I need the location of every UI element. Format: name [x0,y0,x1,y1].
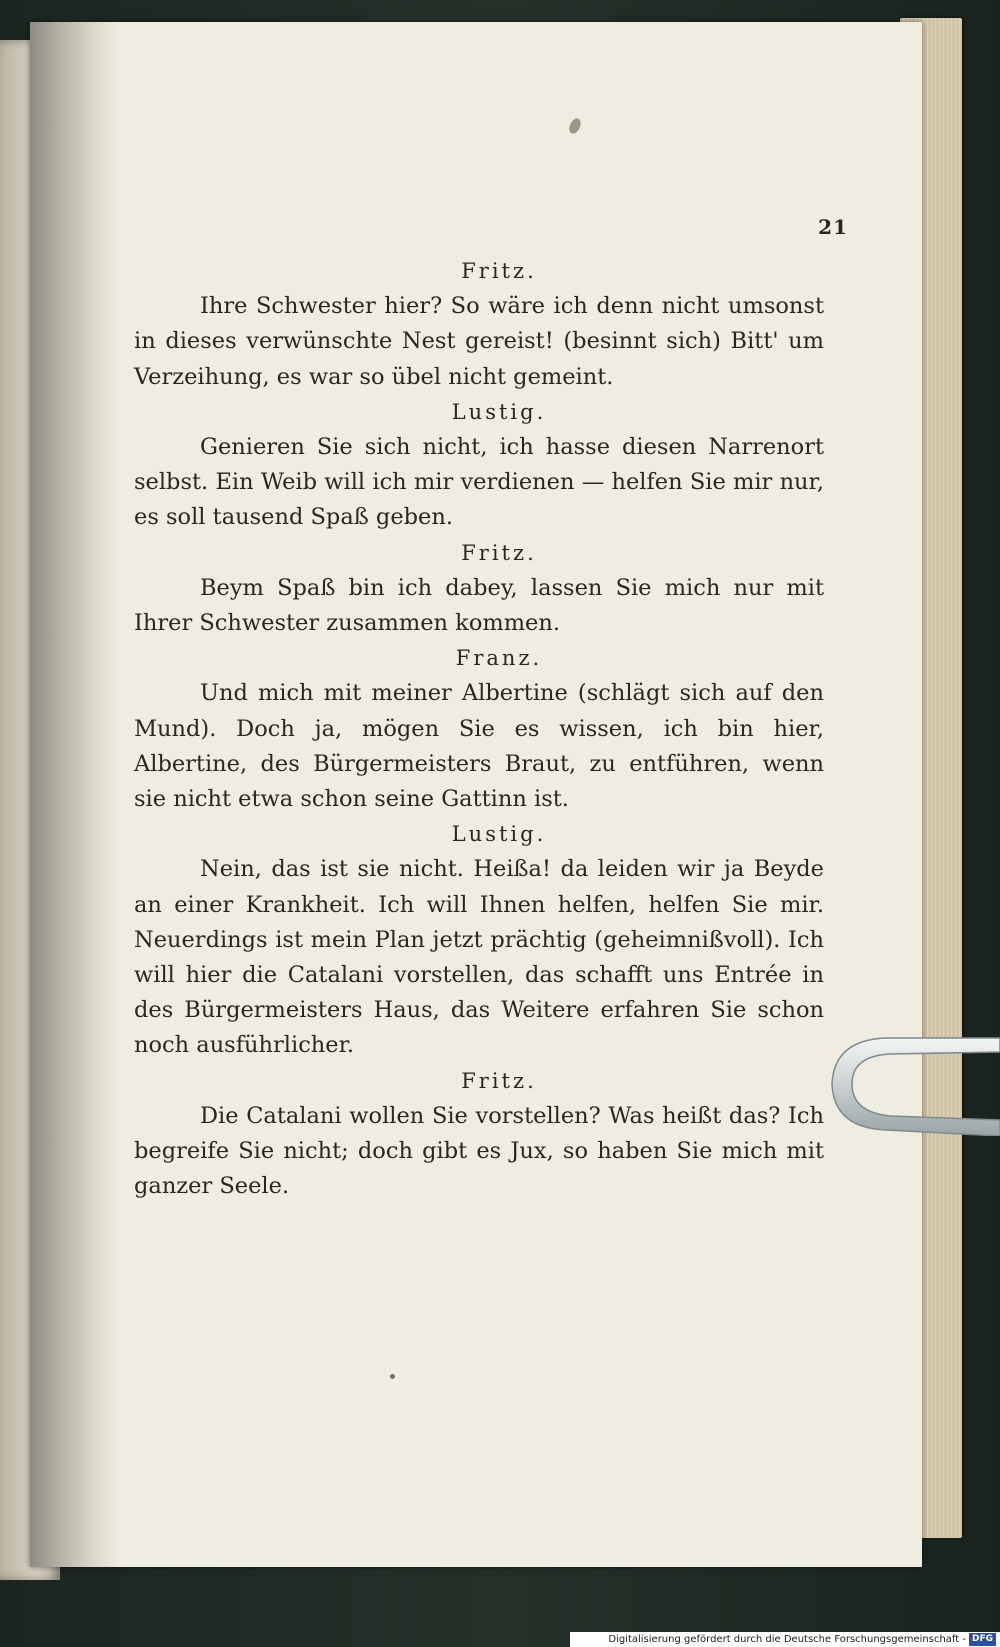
speech-text: Und mich mit meiner Albertine (schlägt sich auf den Mund). Doch ja, mögen Sie es wissen, ich bin hier, Albertine, des Bürgermeisters Braut, zu entführen, wenn sie nicht etwa schon seine Gattinn ist. [134,680,824,813]
book-clip-icon [828,1032,1000,1136]
ink-stain [567,117,583,136]
page-number: 21 [818,215,848,239]
speaker-name: Franz. [455,646,543,671]
credit-text: Digitalisierung gefördert durch die Deutsche Forschungsgemeinschaft - [608,1634,966,1645]
speech-text: Ihre Schwester hier? So wäre ich denn nicht umsonst in dieses verwünschte Nest gereist! (besinnt sich) Bitt' um Verzeihung, es war so übel nicht gemeint. [134,293,824,390]
digitization-credit [570,1632,1000,1647]
speech-text: Beym Spaß bin ich dabey, lassen Sie mich nur mit Ihrer Schwester zusammen kommen. [134,574,824,637]
speaker-name: Fritz. [461,540,537,565]
speaker-name: Lustig. [451,399,547,424]
dfg-logo: DFG [969,1633,996,1646]
speaker-name: Lustig. [451,822,547,847]
speaker-name: Fritz. [461,1068,537,1093]
page-gutter-shadow [30,22,120,1567]
speech-text: Nein, das ist sie nicht. Heißa! da leiden wir ja Beyde an einer Krankheit. Ich will Ihnen helfen, helfen Sie mir. Neuerdings ist mein Plan jetzt prächtig (geheimnißvoll). Ich will hier die Catalani vorstellen, das schafft uns Entrée in des Bürgermeisters Haus, das Weitere erfahren Sie schon noch ausführlicher. [134,856,824,1059]
speech-text: Genieren Sie sich nicht, ich hasse diesen Narrenort selbst. Ein Weib will ich mir verdienen — helfen Sie mir nur, es soll tausend Spaß geben. [134,434,824,531]
ink-speck [390,1374,395,1379]
dialogue-text [134,254,824,1204]
speech-text: Die Catalani wollen Sie vorstellen? Was heißt das? Ich begreife Sie nicht; doch gibt es Jux, so haben Sie mich mit ganzer Seele. [134,1102,824,1200]
speaker-name: Fritz. [461,259,537,283]
book-page [30,22,922,1567]
